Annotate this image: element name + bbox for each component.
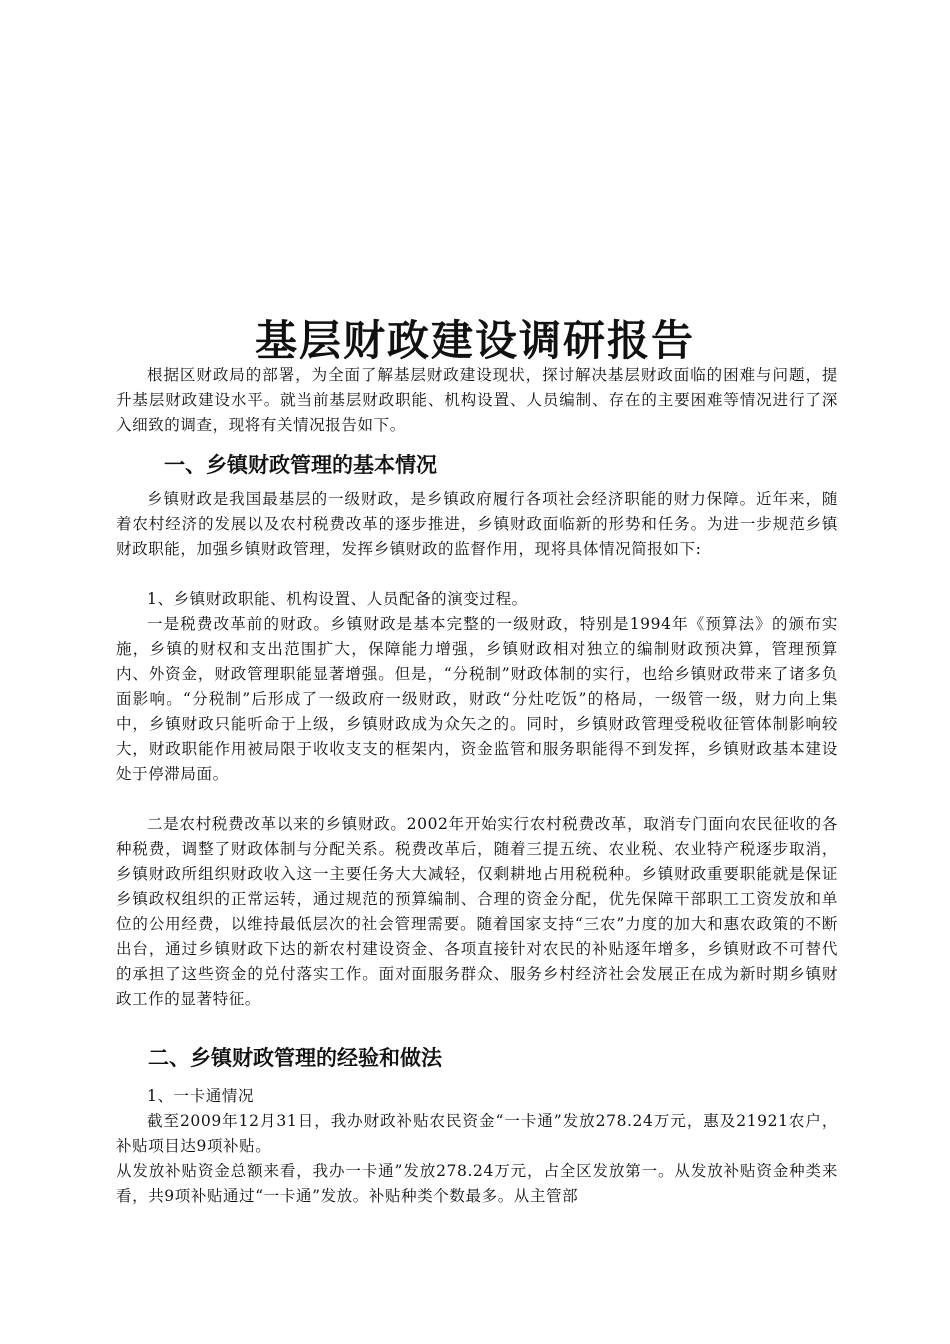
section1-item-1: 1、乡镇财政职能、机构设置、人员配备的演变过程。 [147,590,528,608]
section1-paragraph-1: 乡镇财政是我国最基层的一级财政，是乡镇政府履行各项社会经济职能的财力保障。近年来，随着农村经济的发展以及农村税费改革的逐步推进，乡镇财政面临新的形势和任务。为进一步规范乡镇财政职能，加强乡镇财政管理，发挥乡镇财政的监督作用，现将具体情况简报如下: [116,490,838,558]
section-heading-1: 一、乡镇财政管理的基本情况 [164,453,437,477]
section2-paragraph-2: 从发放补贴资金总额来看，我办一卡通”发放278.24万元，占全区发放第一。从发放补贴资金种类来看，共9项补贴通过“一卡通”发放。补贴种类个数最多。从主管部 [116,1162,838,1205]
intro-paragraph: 根据区财政局的部署，为全面了解基层财政建设现状，探讨解决基层财政面临的困难与问题，提升基层财政建设水平。就当前基层财政职能、机构设置、人员编制、存在的主要困难等情况进行了深入细致的调查，现将有关情况报告如下。 [116,366,838,434]
section1-paragraph-2: 一是税费改革前的财政。乡镇财政是基本完整的一级财政，特别是1994年《预算法》的颁布实施，乡镇的财权和支出范围扩大，保障能力增强，乡镇财政相对独立的编制财政预决算，管理预算内、外资金，财政管理职能显著增强。但是，“分税制”财政体制的实行，也给乡镇财政带来了诸多负面影响。“分税制”后形成了一级政府一级财政，财政“分灶吃饭”的格局，一级管一级，财力向上集中，乡镇财政只能听命于上级，乡镇财政成为众矢之的。同时，乡镇财政管理受税收征管体制影响较大，财政职能作用被局限于收收支支的框架内，资金监管和服务职能得不到发挥，乡镇财政基本建设处于停滞局面。 [116,615,838,783]
section-heading-2: 二、乡镇财政管理的经验和做法 [148,1046,442,1070]
section2-item-1: 1、一卡通情况 [147,1087,255,1105]
document-title: 基层财政建设调研报告 [254,316,695,365]
section1-paragraph-3: 二是农村税费改革以来的乡镇财政。2002年开始实行农村税费改革，取消专门面向农民征收的各种税费，调整了财政体制与分配关系。税费改革后，随着三提五统、农业税、农业特产税逐步取消，乡镇财政所组织财政收入这一主要任务大大减轻，仅剩耕地占用税税种。乡镇财政重要职能就是保证乡镇政权组织的正常运转，通过规范的预算编制、合理的资金分配，优先保障干部职工工资发放和单位的公用经费，以维持最低层次的社会管理需要。随着国家支持“三农”力度的加大和惠农政策的不断出台，通过乡镇财政下达的新农村建设资金、各项直接针对农民的补贴逐年增多，乡镇财政不可替代的承担了这些资金的兑付落实工作。面对面服务群众、服务乡村经济社会发展正在成为新时期乡镇财政工作的显著特征。 [116,815,838,1008]
section2-paragraph-1: 截至2009年12月31日，我办财政补贴农民资金“一卡通”发放278.24万元，惠及21921农户，补贴项目达9项补贴。 [116,1112,838,1155]
